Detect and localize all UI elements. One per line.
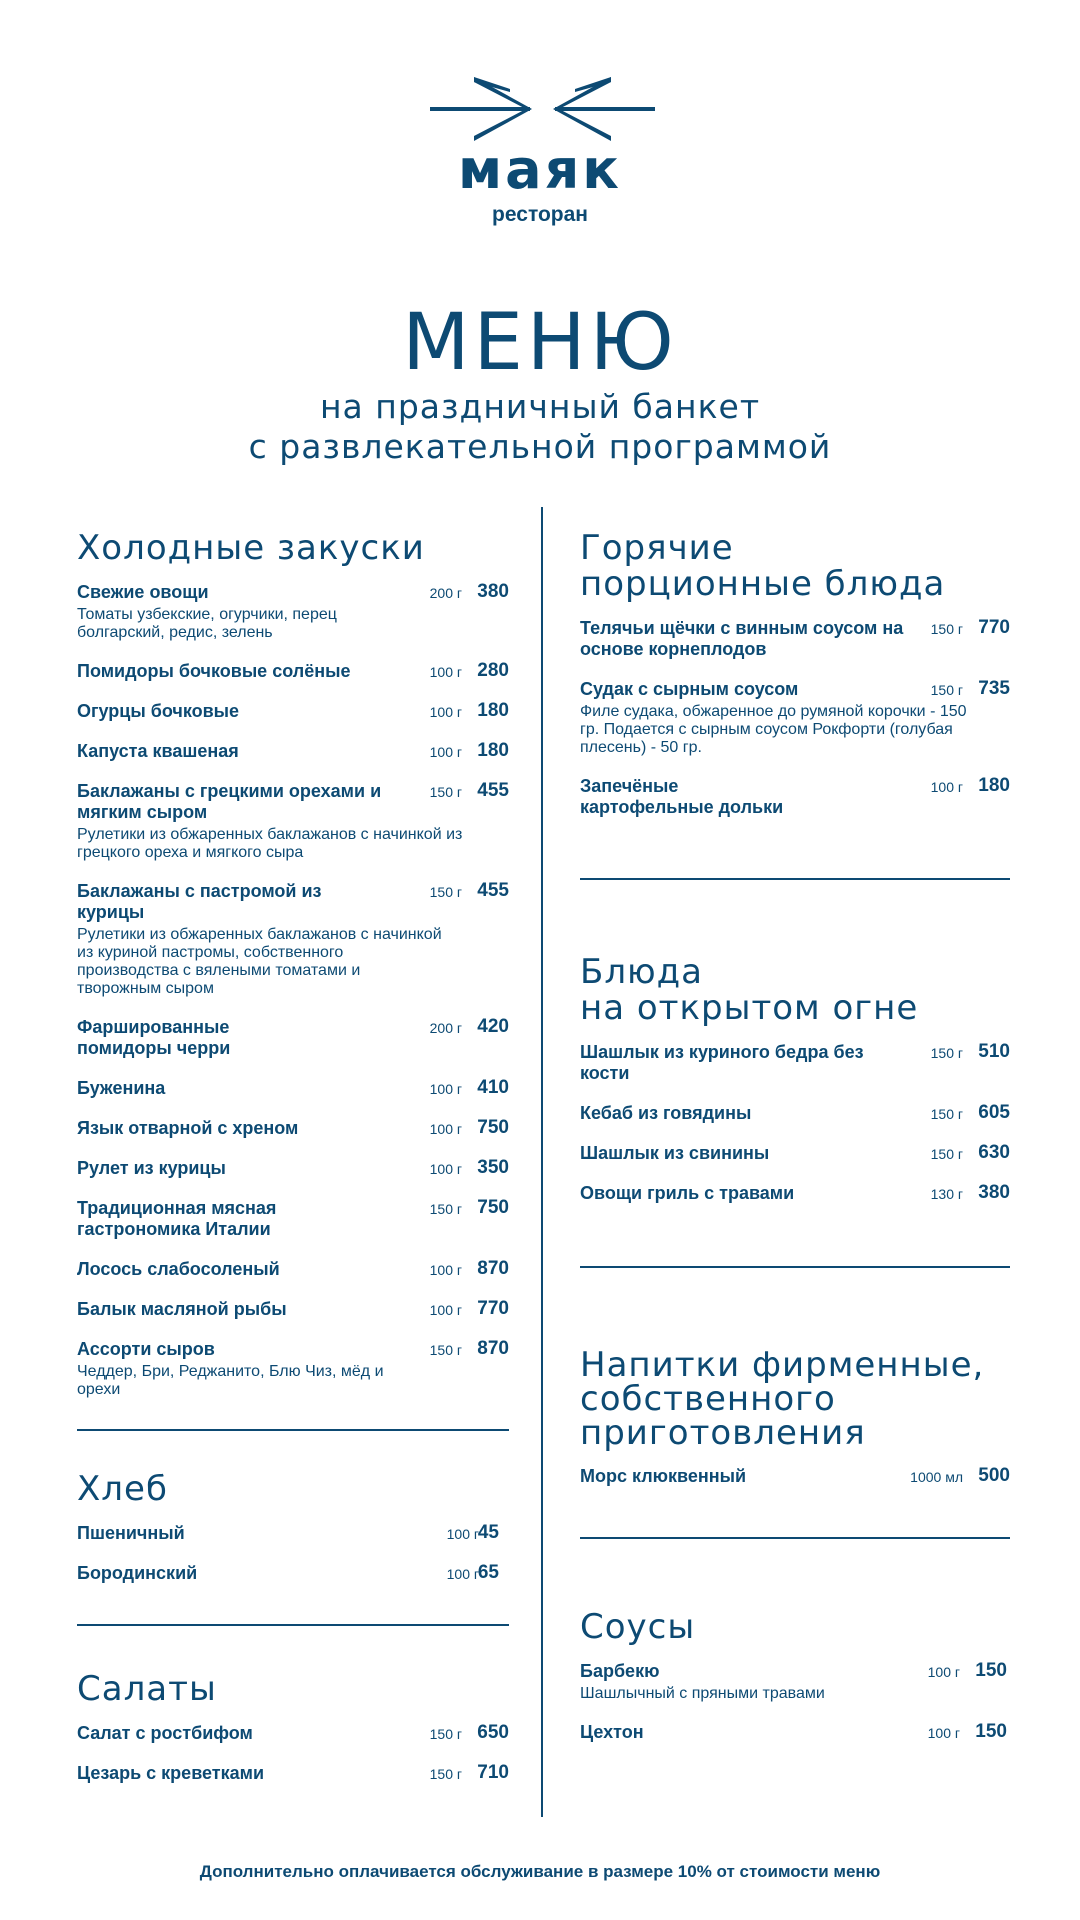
- menu-item: [77, 582, 509, 642]
- item-name: Шашлык из свинины: [580, 1143, 770, 1163]
- menu-item: [580, 776, 1010, 818]
- menu-item: [580, 1042, 1010, 1084]
- item-weight: 150 г: [429, 784, 462, 800]
- item-weight: 150 г: [930, 1045, 963, 1061]
- section-divider: [580, 878, 1010, 880]
- menu-item: [77, 701, 509, 722]
- menu-item: [77, 1339, 509, 1399]
- section-salads: [77, 1671, 509, 1784]
- item-weight: 150 г: [930, 1106, 963, 1122]
- section-cold-appetizers: [77, 530, 509, 1399]
- item-name: Пшеничный: [77, 1523, 185, 1543]
- item-description: Рулетики из обжаренных баклажанов с начинкой из куриной пастромы, собственного производства с вялеными томатами и творожным сыром: [77, 926, 442, 997]
- brand-name: маяк: [458, 138, 622, 201]
- item-name: Язык отварной с хреном: [77, 1118, 299, 1138]
- subtitle-line: с развлекательной программой: [248, 427, 832, 466]
- item-price: 45: [477, 1522, 499, 1543]
- item-price: 420: [477, 1016, 509, 1037]
- item-price: 65: [477, 1562, 499, 1583]
- item-name: Бородинский: [77, 1563, 198, 1583]
- menu-item: [77, 881, 509, 998]
- menu-item: [77, 741, 509, 762]
- section-title-line: на открытом огне: [580, 988, 919, 1028]
- item-weight: 100 г: [446, 1566, 479, 1582]
- item-price: 180: [978, 775, 1010, 796]
- item-name: Кебаб из говядины: [580, 1103, 752, 1123]
- item-name: Свежие овощи: [77, 582, 209, 602]
- item-price: 510: [978, 1041, 1010, 1062]
- item-description: Шашлычный с пряными травами: [580, 1685, 825, 1702]
- section-drinks: [580, 1345, 1010, 1487]
- page-subtitle: [0, 387, 1080, 467]
- item-price: 180: [477, 700, 509, 721]
- section-divider: [77, 1429, 509, 1431]
- item-weight: 100 г: [429, 1081, 462, 1097]
- item-name: Запечёные картофельные дольки: [580, 776, 784, 817]
- item-price: 750: [477, 1197, 509, 1218]
- section-title: Соусы: [580, 1607, 696, 1647]
- item-weight: 200 г: [429, 585, 462, 601]
- section-sauces: [580, 1609, 1010, 1743]
- menu-item: [77, 1078, 509, 1099]
- item-name: Баклажаны с пастромой из курицы: [77, 881, 322, 922]
- item-weight: 100 г: [429, 744, 462, 760]
- item-description: Филе судака, обжаренное до румяной корочки - 150 гр. Подается с сырным соусом Рокфорти (голубая плесень) - 50 гр.: [580, 703, 967, 756]
- section-title: [580, 954, 1010, 1026]
- item-name: Балык масляной рыбы: [77, 1299, 287, 1319]
- item-weight: 130 г: [930, 1186, 963, 1202]
- section-open-fire: [580, 954, 1010, 1204]
- item-name: Барбекю: [580, 1661, 660, 1681]
- item-name: Рулет из курицы: [77, 1158, 226, 1178]
- item-price: 180: [477, 740, 509, 761]
- item-price: 280: [477, 660, 509, 681]
- section-title-line: Горячие: [580, 528, 734, 568]
- item-price: 770: [477, 1298, 509, 1319]
- menu-item: [77, 1299, 509, 1320]
- section-hot-dishes: [580, 530, 1010, 818]
- menu-item: [580, 1661, 1010, 1703]
- item-name: Овощи гриль с травами: [580, 1183, 795, 1203]
- item-description: Чеддер, Бри, Реджанито, Блю Чиз, мёд и орехи: [77, 1363, 384, 1398]
- item-name: Судак с сырным соусом: [580, 679, 799, 699]
- item-description: Рулетики из обжаренных баклажанов с начинкой из грецкого ореха и мягкого сыра: [77, 826, 463, 861]
- left-column: [77, 530, 509, 1803]
- item-price: 630: [978, 1142, 1010, 1163]
- item-weight: 150 г: [930, 1146, 963, 1162]
- menu-item: [77, 781, 509, 862]
- item-weight: 100 г: [429, 1262, 462, 1278]
- item-price: 710: [477, 1762, 509, 1783]
- section-title-line: Блюда: [580, 952, 704, 992]
- menu-item: [77, 1158, 509, 1179]
- item-weight: 150 г: [930, 621, 963, 637]
- item-name: Лосось слабосоленый: [77, 1259, 280, 1279]
- menu-item: [77, 1563, 509, 1584]
- item-name: Цезарь с креветками: [77, 1763, 265, 1783]
- item-weight: 150 г: [429, 884, 462, 900]
- item-weight: 150 г: [429, 1342, 462, 1358]
- page-title: МЕНЮ: [402, 298, 678, 388]
- section-title-line: порционные блюда: [580, 564, 946, 604]
- section-title: [580, 1345, 1010, 1453]
- item-price: 500: [978, 1465, 1010, 1486]
- item-weight: 1000 мл: [910, 1469, 963, 1485]
- item-weight: 150 г: [429, 1726, 462, 1742]
- menu-item: [77, 1198, 509, 1240]
- menu-item: [580, 1183, 1010, 1204]
- section-bread: [77, 1471, 509, 1584]
- item-weight: 150 г: [429, 1766, 462, 1782]
- item-price: 455: [477, 880, 509, 901]
- item-price: 750: [477, 1117, 509, 1138]
- item-weight: 100 г: [927, 1664, 960, 1680]
- menu-item: [77, 1723, 509, 1744]
- column-divider: [541, 507, 543, 1817]
- item-price: 870: [477, 1338, 509, 1359]
- item-weight: 100 г: [927, 1725, 960, 1741]
- menu-item: [580, 679, 1010, 757]
- item-weight: 150 г: [930, 682, 963, 698]
- item-price: 150: [975, 1660, 1007, 1681]
- item-price: 150: [975, 1721, 1007, 1742]
- menu-item: [580, 618, 1010, 660]
- footer-note: Дополнительно оплачивается обслуживание в размере 10% от стоимости меню: [199, 1862, 881, 1881]
- section-title: Салаты: [77, 1669, 217, 1709]
- item-name: Салат с ростбифом: [77, 1723, 253, 1743]
- menu-item: [77, 1763, 509, 1784]
- menu-item: [77, 1523, 509, 1544]
- item-name: Капуста квашеная: [77, 741, 239, 761]
- right-column: [580, 530, 1010, 1762]
- item-weight: 100 г: [446, 1526, 479, 1542]
- menu-item: [580, 1103, 1010, 1124]
- item-weight: 100 г: [429, 1161, 462, 1177]
- section-title: Холодные закуски: [77, 528, 425, 568]
- item-price: 605: [978, 1102, 1010, 1123]
- item-name: Фаршированные помидоры черри: [77, 1017, 231, 1058]
- item-weight: 100 г: [429, 664, 462, 680]
- item-name: Шашлык из куриного бедра без кости: [580, 1042, 864, 1083]
- item-weight: 100 г: [429, 1302, 462, 1318]
- item-name: Морс клюквенный: [580, 1466, 747, 1486]
- section-divider: [580, 1537, 1010, 1539]
- item-price: 650: [477, 1722, 509, 1743]
- item-name: Традиционная мясная гастрономика Италии: [77, 1198, 277, 1239]
- menu-item: [580, 1143, 1010, 1164]
- item-name: Баклажаны с грецкими орехами и мягким сыром: [77, 781, 382, 822]
- subtitle-line: на праздничный банкет: [319, 387, 761, 426]
- section-title: Хлеб: [77, 1469, 168, 1509]
- menu-item: [77, 1017, 509, 1059]
- section-title-line: приготовления: [580, 1413, 866, 1453]
- item-weight: 100 г: [429, 704, 462, 720]
- item-name: Цехтон: [580, 1722, 644, 1742]
- menu-item: [77, 1259, 509, 1280]
- item-price: 410: [477, 1077, 509, 1098]
- item-name: Ассорти сыров: [77, 1339, 215, 1359]
- item-weight: 100 г: [429, 1121, 462, 1137]
- item-description: Томаты узбекские, огурчики, перец болгарский, редис, зелень: [77, 606, 337, 641]
- item-price: 380: [978, 1182, 1010, 1203]
- section-title-line: Напитки фирменные,: [580, 1345, 985, 1385]
- item-name: Телячьи щёчки с винным соусом на основе корнеплодов: [580, 618, 904, 659]
- section-divider: [77, 1624, 509, 1626]
- item-price: 455: [477, 780, 509, 801]
- item-weight: 100 г: [930, 779, 963, 795]
- item-price: 380: [477, 581, 509, 602]
- item-weight: 150 г: [429, 1201, 462, 1217]
- item-price: 350: [477, 1157, 509, 1178]
- item-price: 735: [978, 678, 1010, 699]
- menu-item: [77, 661, 509, 682]
- brand-subtitle: ресторан: [492, 203, 588, 226]
- menu-item: [580, 1722, 1010, 1743]
- menu-item: [580, 1466, 1010, 1487]
- item-price: 770: [978, 617, 1010, 638]
- item-price: 870: [477, 1258, 509, 1279]
- item-name: Огурцы бочковые: [77, 701, 240, 721]
- section-title-line: собственного: [580, 1379, 836, 1419]
- item-name: Помидоры бочковые солёные: [77, 661, 351, 681]
- item-name: Буженина: [77, 1078, 166, 1098]
- section-title: [580, 530, 1010, 602]
- item-weight: 200 г: [429, 1020, 462, 1036]
- section-divider: [580, 1266, 1010, 1268]
- menu-item: [77, 1118, 509, 1139]
